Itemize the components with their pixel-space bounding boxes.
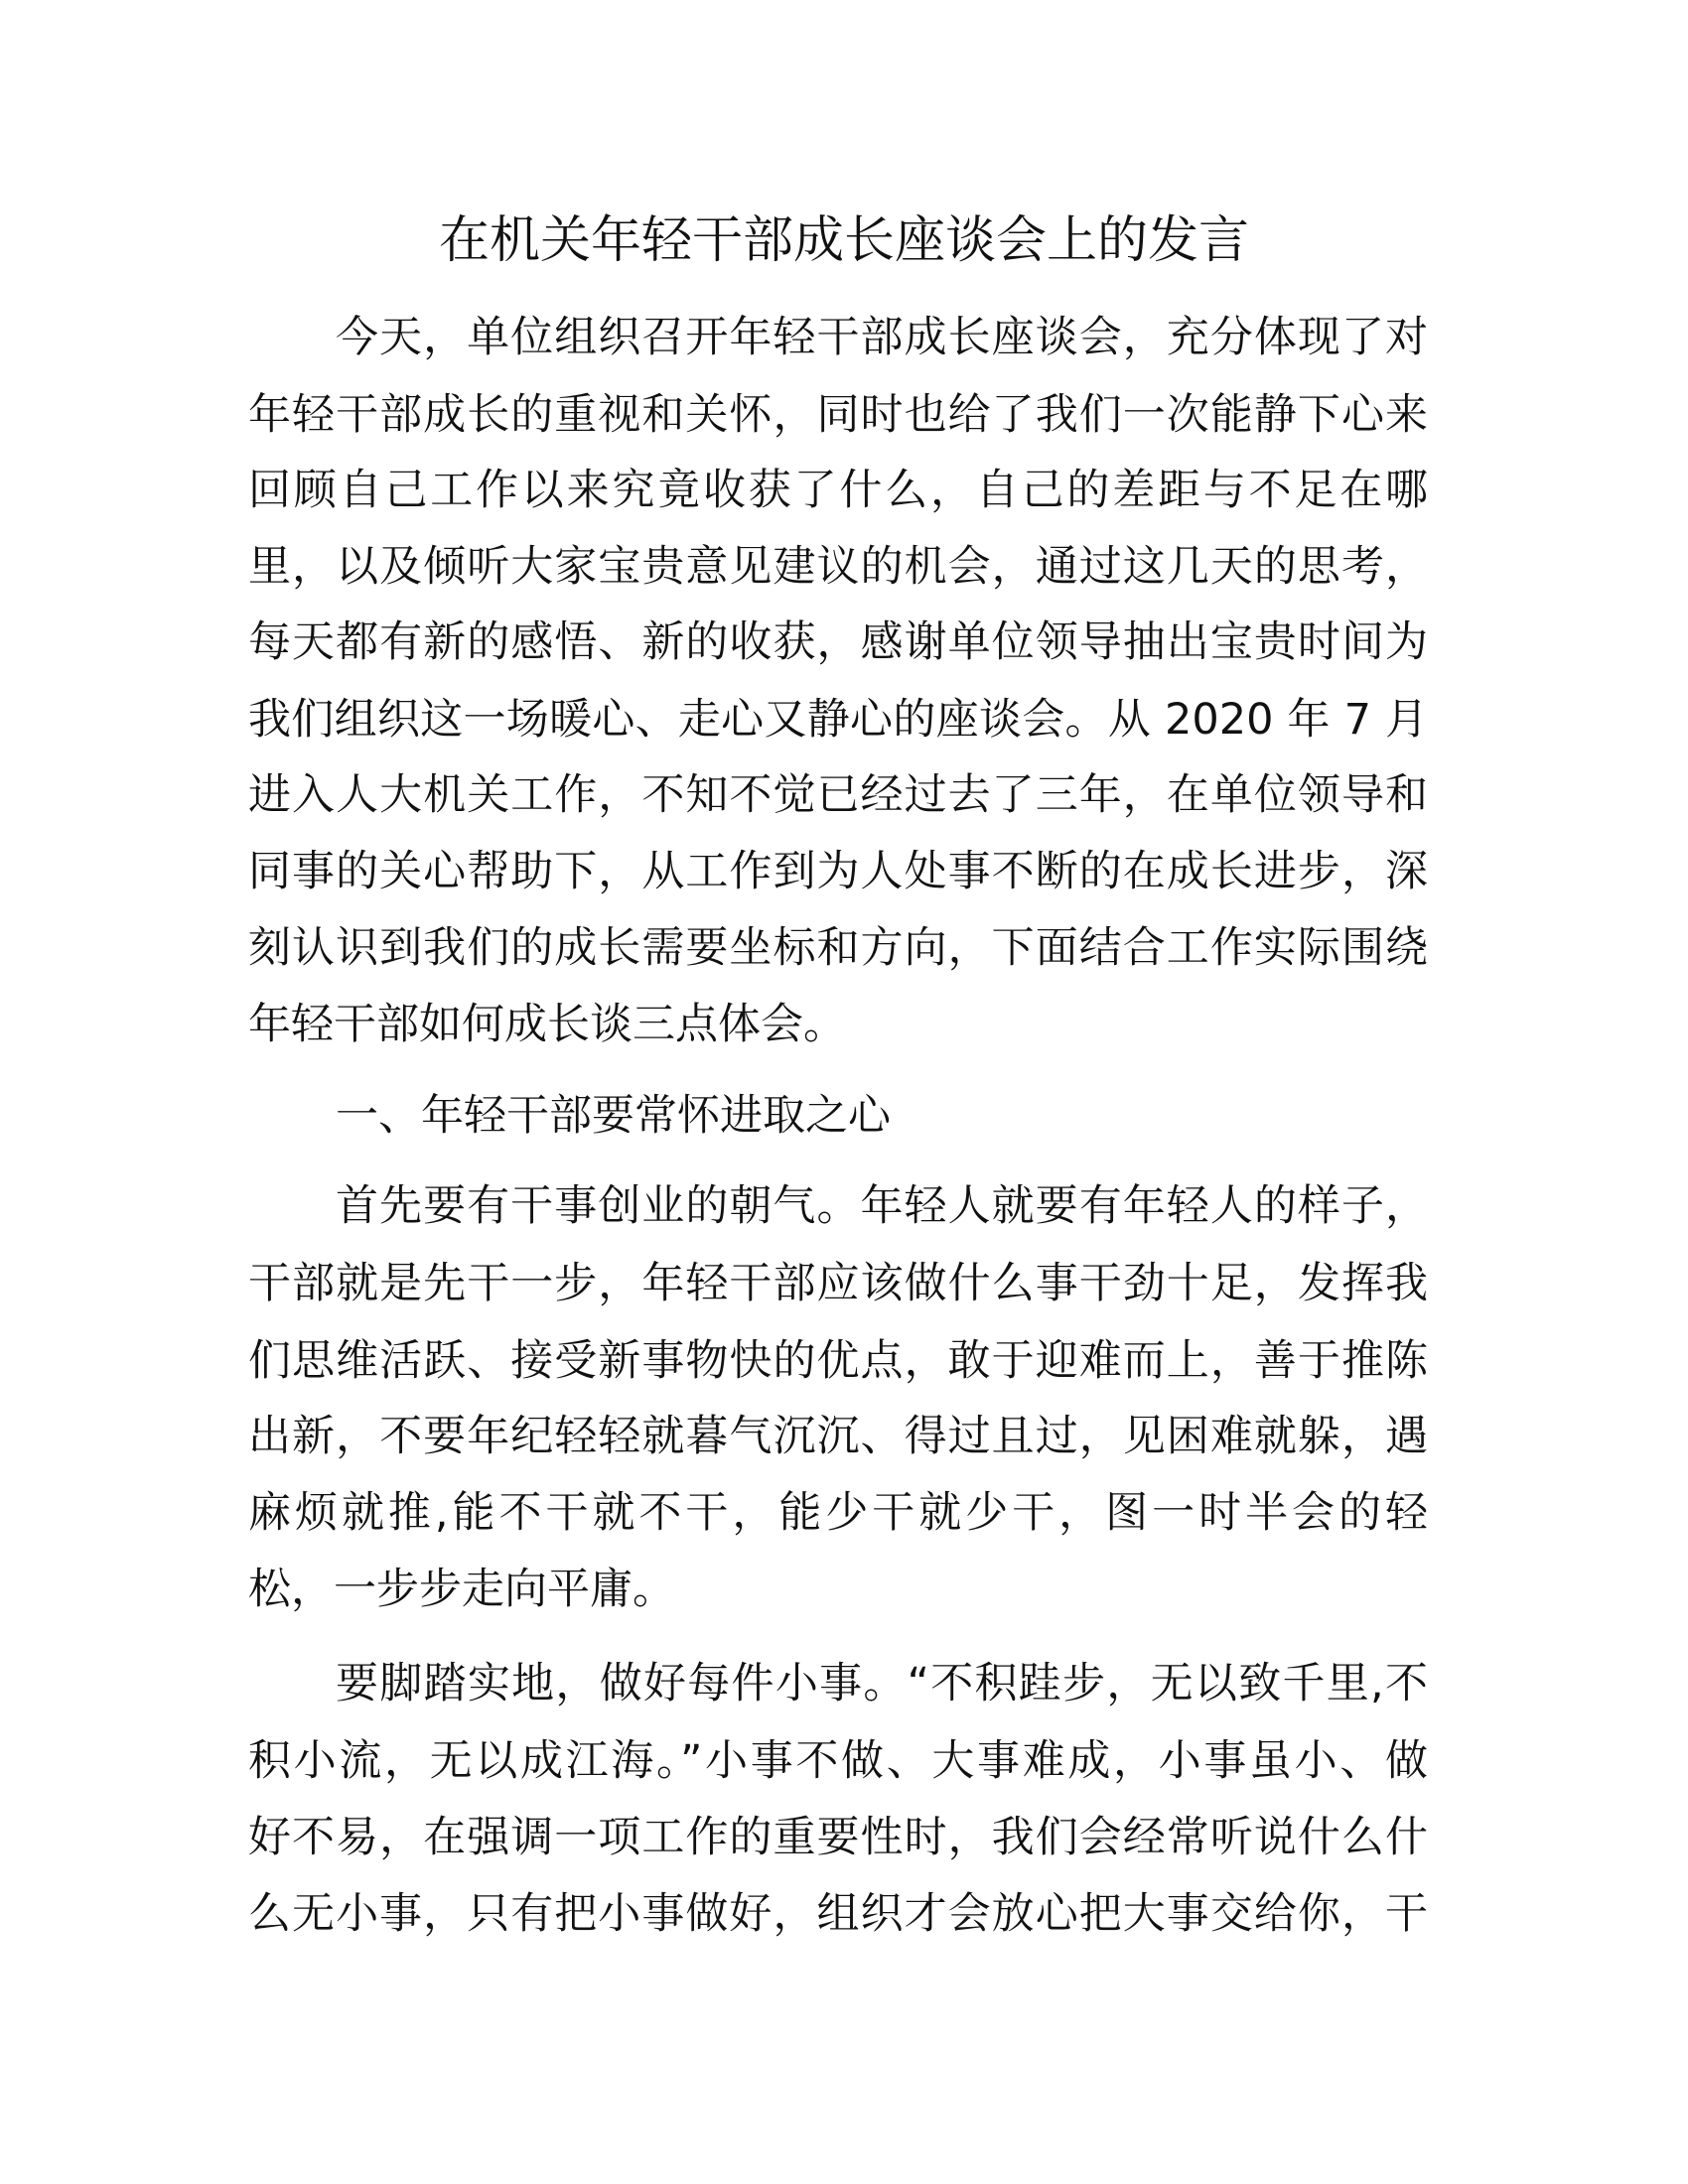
text-line: 进入人大机关工作，不知不觉已经过去了三年，在单位领导和: [248, 770, 1428, 820]
document-title: 在机关年轻干部成长座谈会上的发言: [438, 211, 1249, 270]
text-line: 们思维活跃、接受新事物快的优点，敢于迎难而上，善于推陈: [248, 1336, 1428, 1386]
text-line: 要脚踏实地，做好每件小事。“不积跬步，无以致千里,不: [336, 1659, 1428, 1708]
text-line: 么无小事，只有把小事做好，组织才会放心把大事交给你，干: [248, 1889, 1428, 1939]
text-line: 麻烦就推,能不干就不干，能少干就少干，图一时半会的轻: [248, 1488, 1428, 1538]
text-line: 刻认识到我们的成长需要坐标和方向，下面结合工作实际围绕: [248, 923, 1428, 973]
text-line: 里，以及倾听大家宝贵意见建议的机会，通过这几天的思考，: [248, 542, 1428, 592]
text-line: 积小流，无以成江海。”小事不做、大事难成，小事虽小、做: [248, 1736, 1428, 1786]
text-line: 好不易，在强调一项工作的重要性时，我们会经常听说什么什: [248, 1813, 1428, 1862]
text-line: 干部就是先干一步，年轻干部应该做什么事干劲十足，发挥我: [248, 1259, 1428, 1308]
text-line: 回顾自己工作以来究竟收获了什么，自己的差距与不足在哪: [248, 466, 1428, 515]
text-line: 同事的关心帮助下，从工作到为人处事不断的在成长进步，深: [248, 847, 1428, 896]
text-line: 我们组织这一场暖心、走心又静心的座谈会。从 2020 年 7 月: [248, 695, 1428, 745]
text-line: 年轻干部成长的重视和关怀，同时也给了我们一次能静下心来: [248, 390, 1428, 440]
text-line: 年轻干部如何成长谈三点体会。: [248, 1000, 846, 1049]
text-line: 每天都有新的感悟、新的收获，感谢单位领导抽出宝贵时间为: [248, 617, 1428, 667]
text-line: 今天，单位组织召开年轻干部成长座谈会，充分体现了对: [336, 313, 1428, 362]
text-line: 首先要有干事创业的朝气。年轻人就要有年轻人的样子，: [336, 1181, 1428, 1231]
text-line: 出新，不要年纪轻轻就暮气沉沉、得过且过，见困难就躲，遇: [248, 1412, 1428, 1461]
section-heading: 一、年轻干部要常怀进取之心: [336, 1091, 891, 1141]
text-line: 松，一步步走向平庸。: [248, 1565, 675, 1614]
